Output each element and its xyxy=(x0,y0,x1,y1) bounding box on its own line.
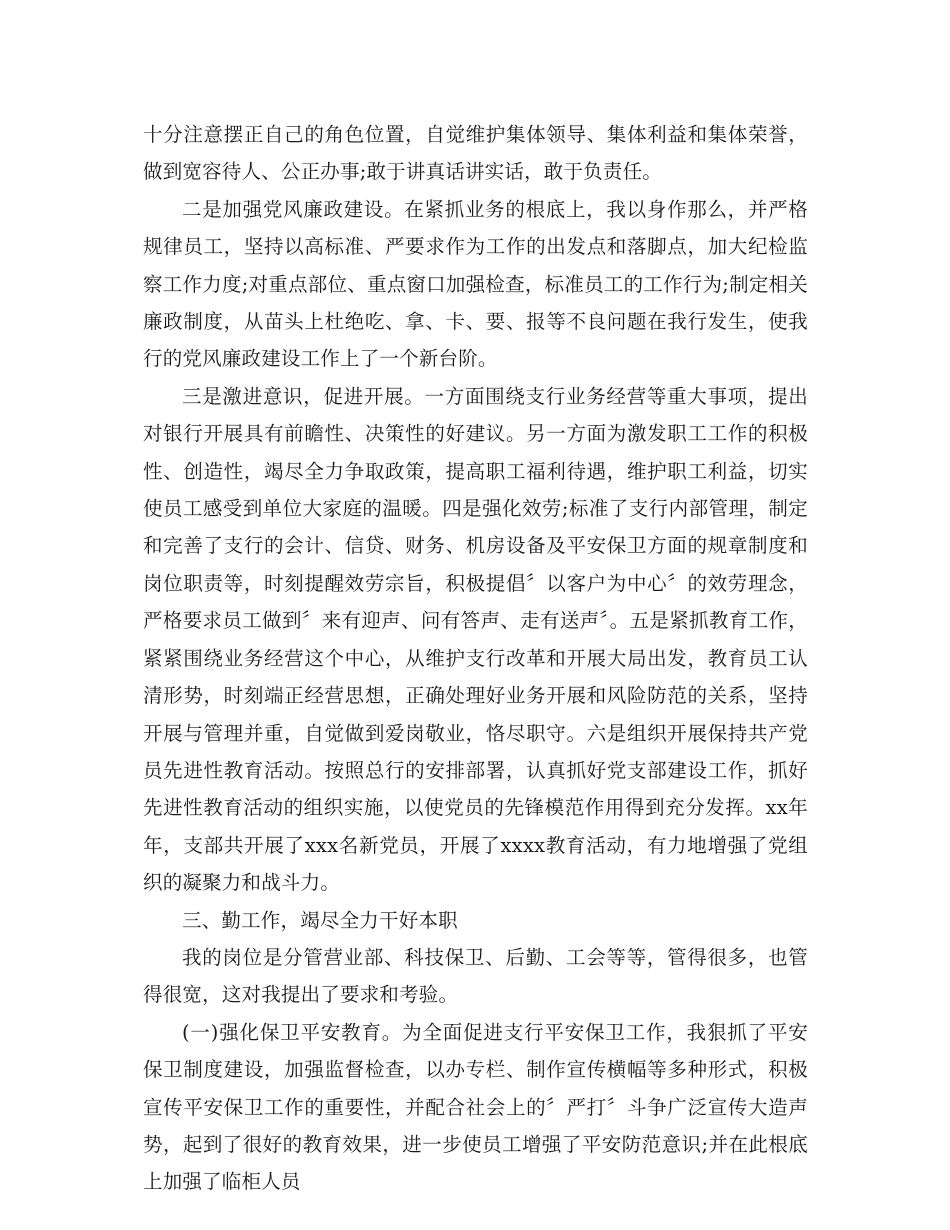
paragraph-party-integrity: 二是加强党风廉政建设。在紧抓业务的根底上，我以身作那么，并严格规律员工，坚持以高标准、严要求作为工作的出发点和落脚点，加大纪检监察工作力度;对重点部位、重点窗口加强检查，标准员工的工作行为;制定相关廉政制度，从苗头上杜绝吃、拿、卡、要、报等不良问题在我行发生，使我行的党风廉政建设工作上了一个新台阶。 xyxy=(143,197,808,371)
document-body xyxy=(143,116,808,1201)
paragraph-job-responsibilities: 我的岗位是分管营业部、科技保卫、后勤、工会等等，管得很多，也管得很宽，这对我提出了要求和考验。 xyxy=(143,945,808,1007)
section-heading-diligent-work: 三、勤工作，竭尽全力干好本职 xyxy=(182,908,458,932)
paragraph-continuation: 十分注意摆正自己的角色位置，自觉维护集体领导、集体利益和集体荣誉，做到宽容待人、公正办事;敢于讲真话讲实话，敢于负责任。 xyxy=(143,123,808,184)
paragraph-progress-awareness: 三是激进意识，促进开展。一方面围绕支行业务经营等重大事项，提出对银行开展具有前瞻性、决策性的好建议。另一方面为激发职工工作的积极性、创造性，竭尽全力争取政策，提高职工福利待遇，维护职工利益，切实使员工感受到单位大家庭的温暖。四是强化效劳;标准了支行内部管理，制定和完善了支行的会计、信贷、财务、机房设备及平安保卫方面的规章制度和岗位职责等，时刻提醒效劳宗旨，积极提倡〞以客户为中心〞的效劳理念，严格要求员工做到〞来有迎声、问有答声、走有送声〞。五是紧抓教育工作，紧紧围绕业务经营这个中心，从维护支行改革和开展大局出发，教育员工认清形势，时刻端正经营思想，正确处理好业务开展和风险防范的关系，坚持开展与管理并重，自觉做到爱岗敬业，恪尽职守。六是组织开展保持共产党员先进性教育活动。按照总行的安排部署，认真抓好党支部建设工作，抓好先进性教育活动的组织实施，以使党员的先锋模范作用得到充分发挥。xx年年，支部共开展了xxx名新党员，开展了xxxx教育活动，有力地增强了党组织的凝聚力和战斗力。 xyxy=(143,384,808,895)
paragraph-security-education: (一)强化保卫平安教育。为全面促进支行平安保卫工作，我狠抓了平安保卫制度建设，加强监督检查，以办专栏、制作宣传横幅等多种形式，积极宣传平安保卫工作的重要性，并配合社会上的〞严打〞斗争广泛宣传大造声势，起到了很好的教育效果，进一步使员工增强了平安防范意识;并在此根底上加强了临柜人员 xyxy=(143,1020,808,1194)
